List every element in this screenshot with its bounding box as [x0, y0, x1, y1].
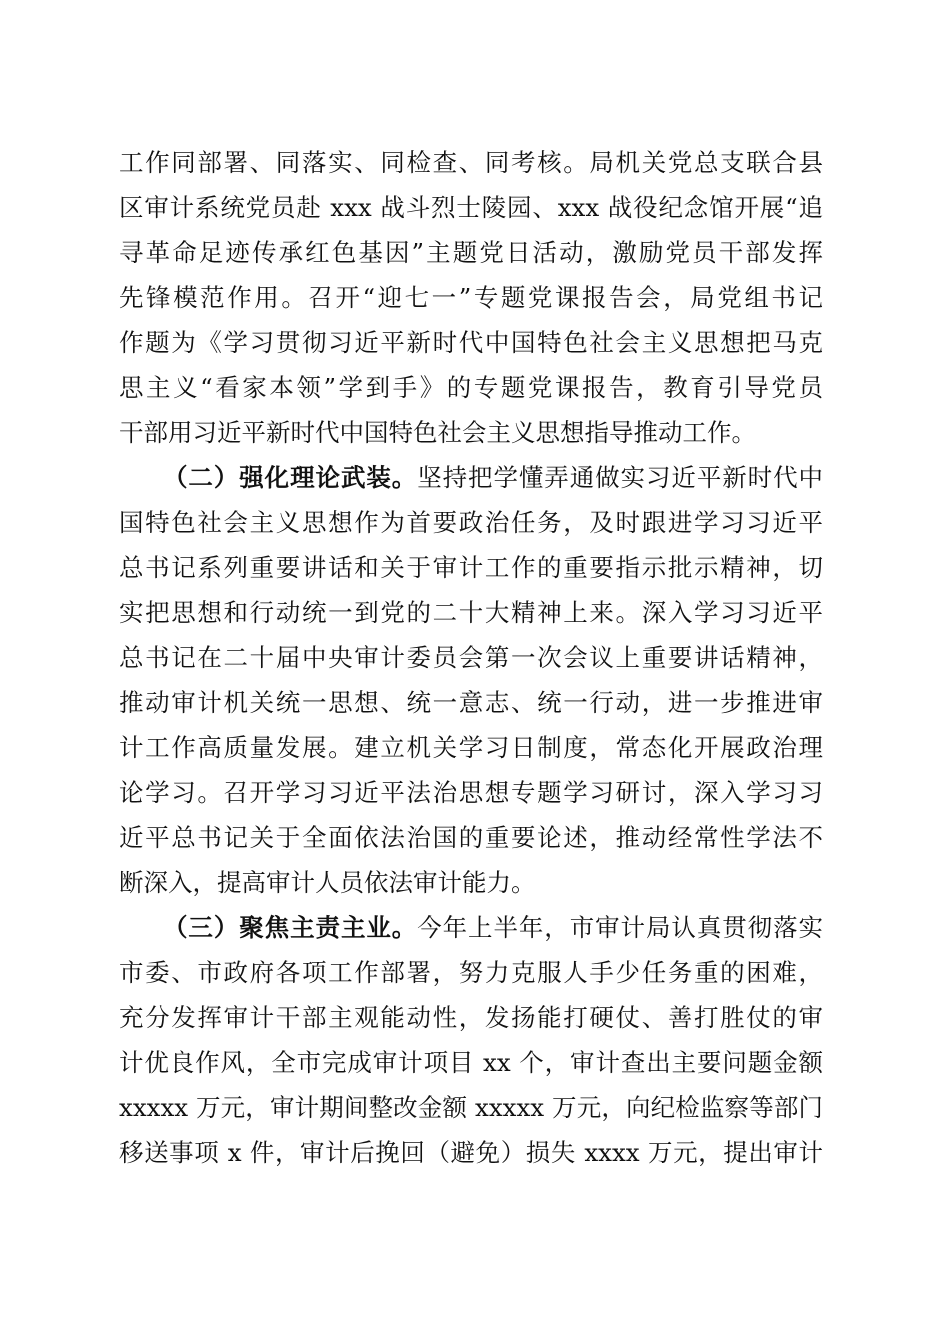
- text-line: 断深入，提高审计人员依法审计能力。: [119, 868, 536, 897]
- text-line: 充分发挥审计干部主观能动性，发扬能打硬仗、善打胜仗的审: [119, 1003, 823, 1032]
- text-run: 坚持把学懂弄通做实习近平新时代中: [417, 463, 824, 492]
- text-line: 实把思想和行动统一到党的二十大精神上来。深入学习习近平: [119, 598, 823, 627]
- paragraph-first-line: [119, 455, 823, 500]
- text-line: 论学习。召开学习习近平法治思想专题学习研讨，深入学习习: [119, 778, 823, 807]
- text-line: 市委、市政府各项工作部署，努力克服人手少任务重的困难，: [119, 958, 823, 987]
- paragraph-main-duties: [119, 905, 823, 1175]
- text-line: xxxxx 万元，审计期间整改金额 xxxxx 万元，向纪检监察等部门: [119, 1093, 823, 1122]
- section-heading: （二）强化理论武装。: [163, 463, 418, 492]
- text-line: 移送事项 x 件，审计后挽回（避免）损失 xxxx 万元，提出审计: [119, 1138, 823, 1167]
- text-line: 寻革命足迹传承红色基因”主题党日活动，激励党员干部发挥: [119, 238, 823, 267]
- text-line: 近平总书记关于全面依法治国的重要论述，推动经常性学法不: [119, 823, 823, 852]
- text-line: 工作同部署、同落实、同检查、同考核。局机关党总支联合县: [119, 148, 823, 177]
- text-line: 计工作高质量发展。建立机关学习日制度，常态化开展政治理: [119, 733, 823, 762]
- text-run: 今年上半年，市审计局认真贯彻落实: [417, 913, 824, 942]
- paragraph-party-building: [119, 140, 823, 455]
- text-line: 总书记在二十届中央审计委员会第一次会议上重要讲话精神，: [119, 643, 823, 672]
- text-line: 区审计系统党员赴 xxx 战斗烈士陵园、xxx 战役纪念馆开展“追: [119, 193, 823, 222]
- text-line: 总书记系列重要讲话和关于审计工作的重要指示批示精神，切: [119, 553, 823, 582]
- text-line: 先锋模范作用。召开“迎七一”专题党课报告会，局党组书记: [119, 283, 823, 312]
- paragraph-first-line: [119, 905, 823, 950]
- document-body: [119, 140, 823, 1175]
- text-line: 计优良作风，全市完成审计项目 xx 个，审计查出主要问题金额: [119, 1048, 823, 1077]
- text-line: 干部用习近平新时代中国特色社会主义思想指导推动工作。: [119, 418, 756, 447]
- section-heading: （三）聚焦主责主业。: [163, 913, 418, 942]
- text-line: 推动审计机关统一思想、统一意志、统一行动，进一步推进审: [119, 688, 823, 717]
- paragraph-theory-study: [119, 455, 823, 905]
- text-line: 作题为《学习贯彻习近平新时代中国特色社会主义思想把马克: [119, 328, 823, 357]
- text-line: 思主义“看家本领”学到手》的专题党课报告，教育引导党员: [119, 373, 823, 402]
- text-line: 国特色社会主义思想作为首要政治任务，及时跟进学习习近平: [119, 508, 823, 537]
